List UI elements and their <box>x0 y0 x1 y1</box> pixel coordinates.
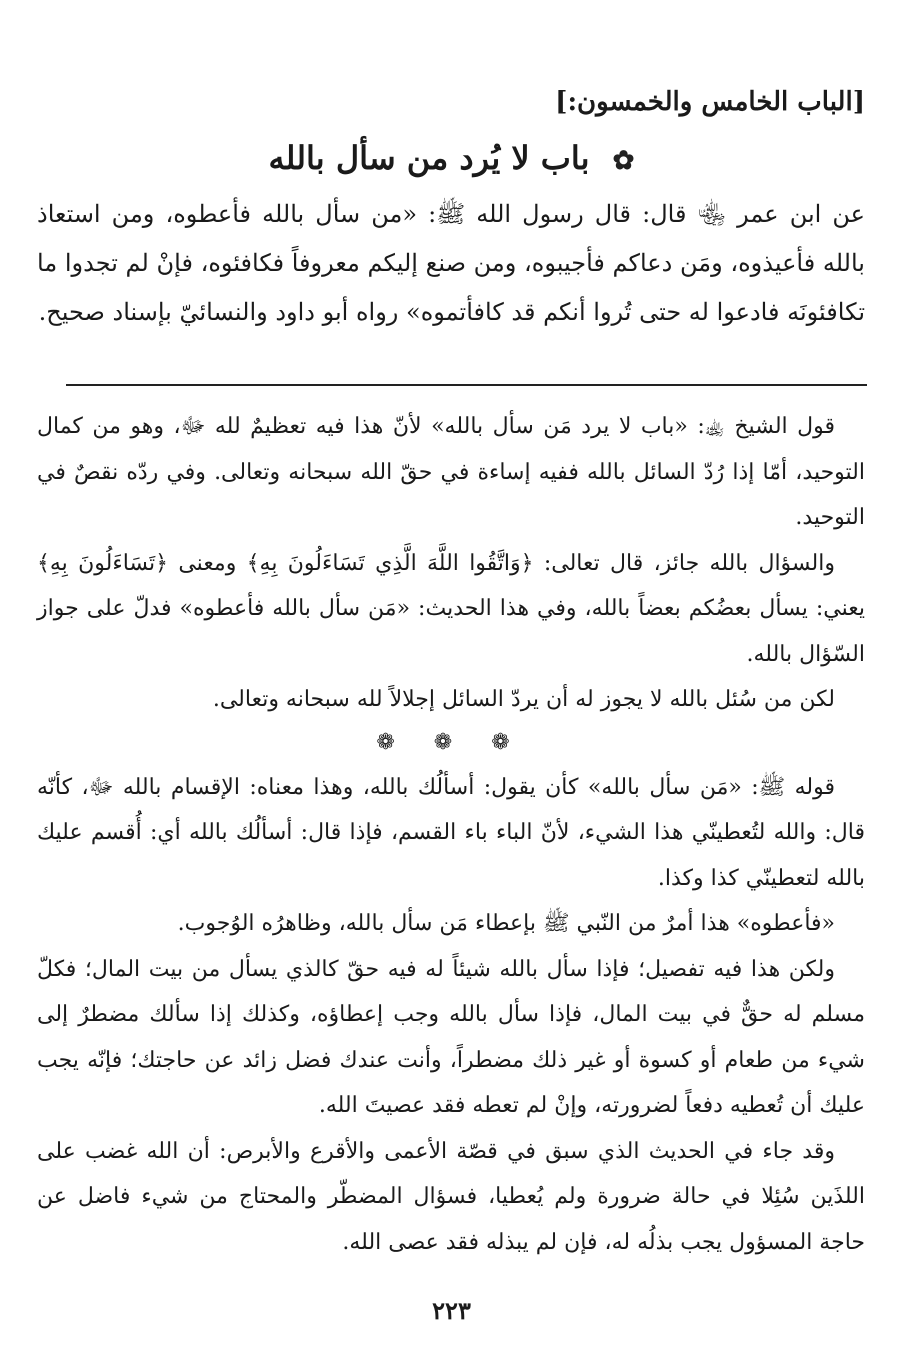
page-number: ٢٢٣ <box>432 1296 471 1325</box>
commentary-paragraph: والسؤال بالله جائز، قال تعالى: ﴿وَاتَّقُوا اللَّهَ الَّذِي تَسَاءَلُونَ بِهِ﴾ ومعنى ﴿تَسَاءَلُونَ بِهِ﴾ يعني: يسأل بعضُكم بعضاً بالله، وفي هذا الحديث: «مَن سأل بالله فأعطوه» فدلّ على جواز السّؤال بالله. <box>37 550 865 667</box>
commentary-paragraph: ولكن هذا فيه تفصيل؛ فإذا سأل بالله شيئاً له فيه حقّ كالذي يسأل من بيت المال؛ فكلّ مسلم له حقٌّ في بيت المال، فإذا سأل بالله وجب إعطاؤه، وكذلك إذا سألك مضطرٌ إلى شيء من طعام أو كسوة أو غير ذلك مضطراً، وأنت عندك فضل زائد عن حاجتك؛ فإنّه يجب عليك أن تُعطيه دفعاً لضرورته، وإنْ لم تعطه فقد عصيتَ الله. <box>37 956 865 1118</box>
commentary-paragraph: قول الشيخ ﵀: «باب لا يرد مَن سأل بالله» لأنّ هذا فيه تعظيمٌ لله ﷻ، وهو من كمال التوحيد، أمّا إذا رُدّ السائل بالله ففيه إساءة في حقّ الله سبحانه وتعالى. وفي ردّه نقصٌ في التوحيد. <box>37 414 865 530</box>
commentary-paragraph: لكن من سُئل بالله لا يجوز له أن يردّ السائل إجلالاً لله سبحانه وتعالى. <box>212 687 835 712</box>
commentary-paragraph: وقد جاء في الحديث الذي سبق في قصّة الأعمى والأقرع والأبرص: أن الله غضب على اللذَين سُئِلا في حالة ضرورة ولم يُعطيا، فسؤال المضطّر والمحتاج من شيء فاضل عن حاجة المسؤول يجب بذلُه له، فإن لم يبذله فقد عصى الله. <box>37 1138 865 1255</box>
section-divider <box>66 384 867 386</box>
commentary <box>37 404 865 1265</box>
commentary-paragraph: «فأعطوه» هذا أمرٌ من النّبي ﷺ بإعطاء مَن سأل بالله، وظاهرُه الوُجوب. <box>177 911 835 936</box>
chapter-title <box>40 132 863 187</box>
hadith-text: عن ابن عمر ﵄ قال: قال رسول الله ﷺ: «من سأل بالله فأعطوه، ومن استعاذ بالله فأعيذوه، ومَن دعاكم فأجيبوه، ومن صنع إليكم معروفاً فكافئوه، فإنْ لم تجدوا ما تكافئونَه فادعوا له حتى تُروا أنكم قد كافأتموه» رواه أبو داود والنسائيّ بإسناد صحيح. <box>37 200 865 326</box>
commentary-paragraph: قوله ﷺ: «مَن سأل بالله» كأن يقول: أسألُك بالله، وهذا معناه: الإقسام بالله ﷻ، كأنّه قال: والله لتُعطينّي هذا الشيء، لأنّ الباء باء القسم، فإذا قال: أسألُك بالله أي: أُقسم عليك بالله لتعطينّي كذا وكذا. <box>37 774 865 891</box>
chapter-heading: [الباب الخامس والخمسون:] <box>555 87 865 117</box>
star-separator-icon: ❁ ❁ ❁ <box>376 729 526 755</box>
flower-ornament-icon: ✿ <box>612 146 635 176</box>
chapter-title-text: باب لا يُرد من سأل بالله <box>268 139 590 177</box>
